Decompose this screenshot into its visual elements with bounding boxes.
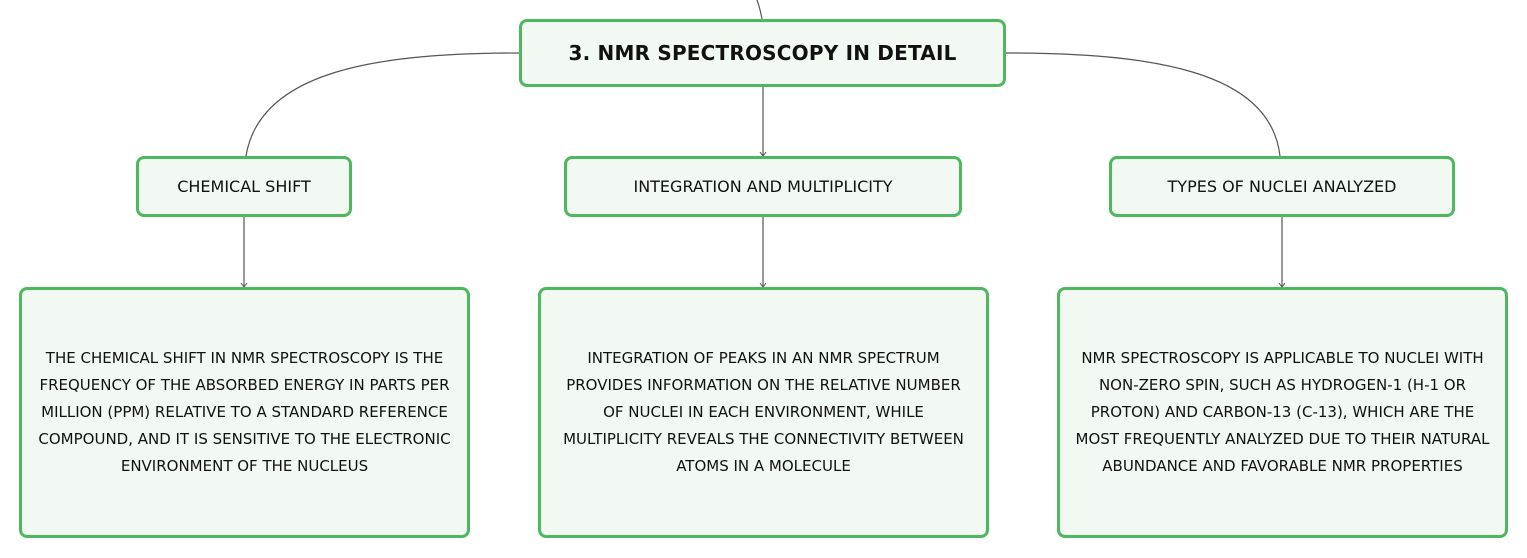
connector-root-to-chemical-shift [246,53,519,156]
branch-node-label: TYPES OF NUCLEI ANALYZED [1167,177,1397,196]
branch-node-integration-multiplicity[interactable] [564,156,962,217]
parent-connector [757,0,762,19]
branch-node-label: CHEMICAL SHIFT [177,177,311,196]
detail-node-text: THE CHEMICAL SHIFT IN NMR SPECTROSCOPY IS THE FREQUENCY OF THE ABSORBED ENERGY IN PARTS PER MILLION (PPM) RELATIVE TO A STANDARD REFERENCE COMPOUND, AND IT IS SENSITIVE TO THE ELECTRONIC ENVIRONMENT OF THE NUCLEUS [38,349,451,475]
detail-node-text: NMR SPECTROSCOPY IS APPLICABLE TO NUCLEI WITH NON-ZERO SPIN, SUCH AS HYDROGEN-1 (H-1 OR PROTON) AND CARBON-13 (C-13), WHICH ARE THE MOST FREQUENTLY ANALYZED DUE TO THEIR NATURAL ABUNDANCE AND FAVORABLE NMR PROPERTIES [1075,349,1490,475]
detail-node-chemical-shift[interactable] [19,287,470,538]
detail-node-text: INTEGRATION OF PEAKS IN AN NMR SPECTRUM PROVIDES INFORMATION ON THE RELATIVE NUMBER OF NUCLEI IN EACH ENVIRONMENT, WHILE MULTIPLICITY REVEALS THE CONNECTIVITY BETWEEN ATOMS IN A MOLECULE [563,349,964,475]
root-node[interactable] [519,19,1006,87]
detail-node-types-of-nuclei[interactable] [1057,287,1508,538]
root-node-label: 3. NMR SPECTROSCOPY IN DETAIL [568,41,957,65]
connector-root-to-nuclei [1006,53,1280,156]
branch-node-chemical-shift[interactable] [136,156,352,217]
branch-node-types-of-nuclei[interactable] [1109,156,1455,217]
detail-node-integration-multiplicity[interactable] [538,287,989,538]
branch-node-label: INTEGRATION AND MULTIPLICITY [633,177,893,196]
